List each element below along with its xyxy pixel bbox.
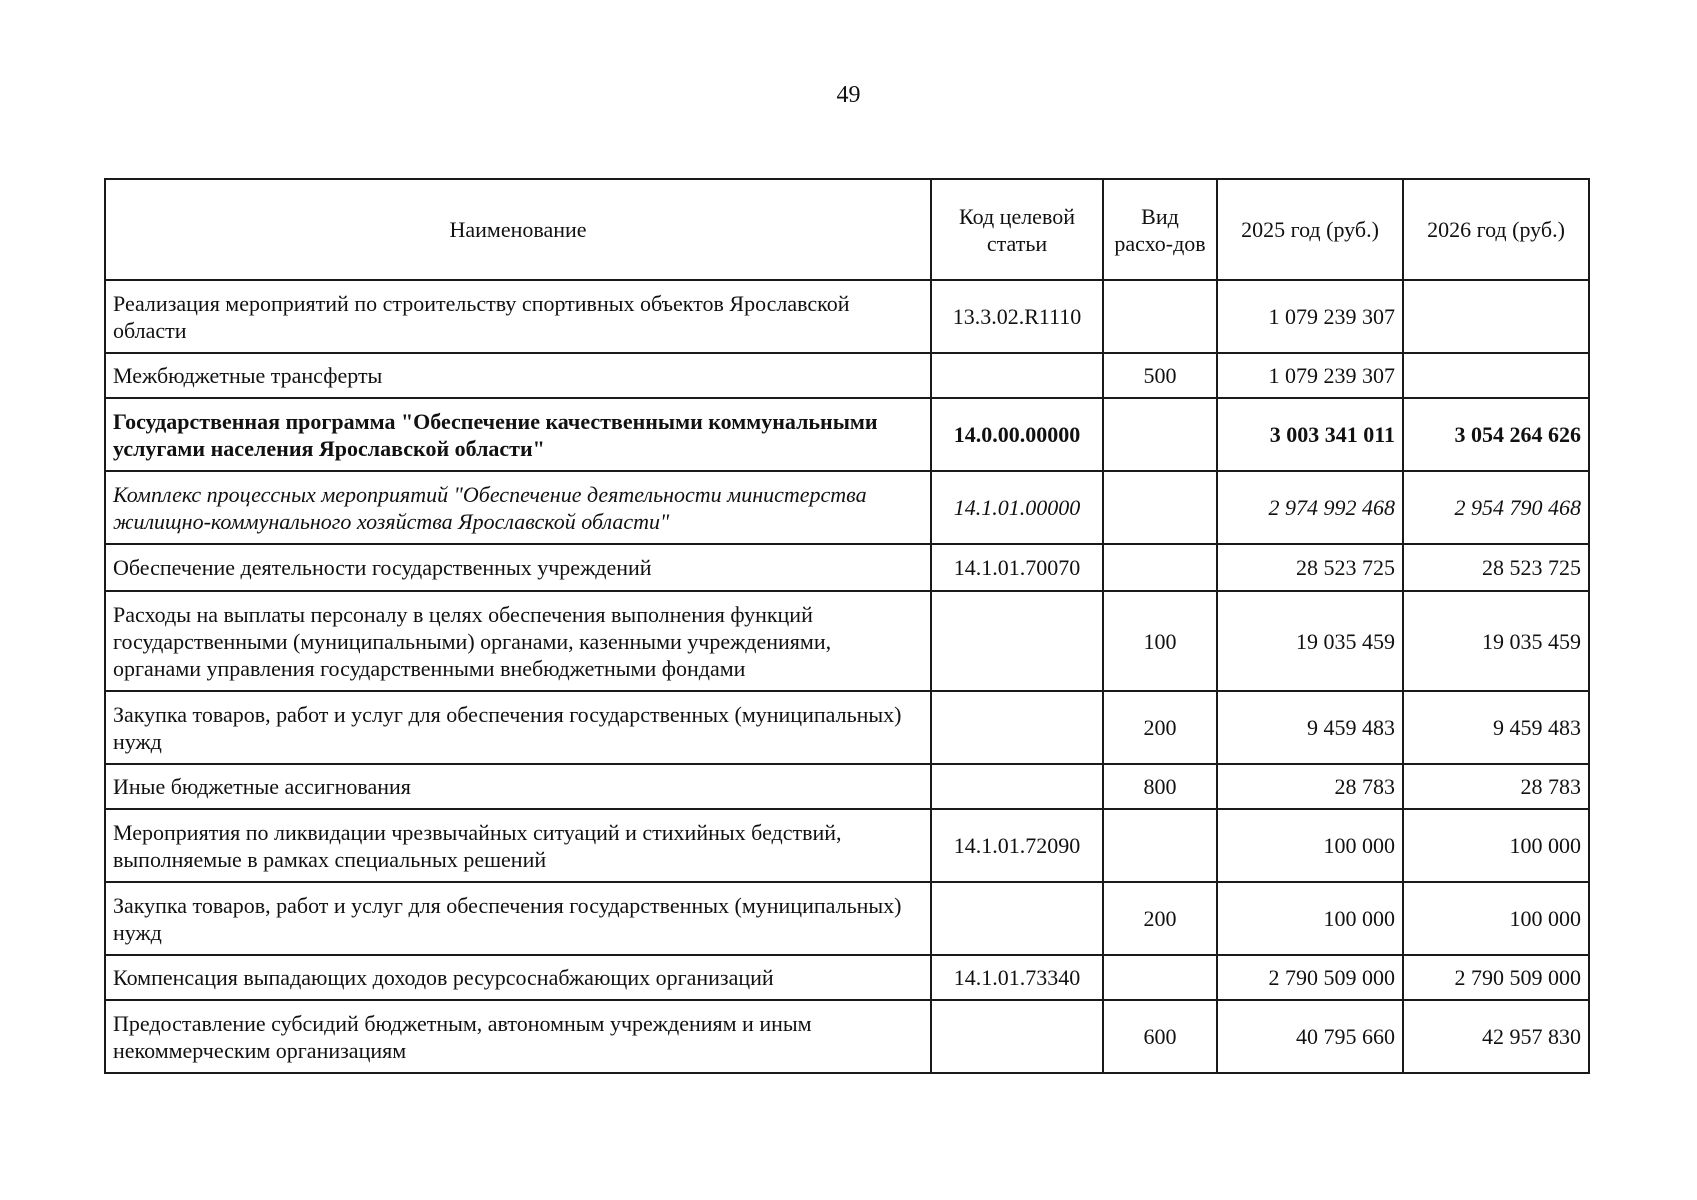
row-code <box>931 882 1103 955</box>
header-name: Наименование <box>105 179 931 280</box>
row-code <box>931 353 1103 398</box>
row-code <box>931 691 1103 764</box>
row-kind <box>1103 280 1217 353</box>
row-kind <box>1103 544 1217 591</box>
row-2026: 9 459 483 <box>1403 691 1589 764</box>
row-2026: 28 523 725 <box>1403 544 1589 591</box>
table-row <box>105 280 1589 353</box>
row-code <box>931 1000 1103 1073</box>
row-code: 14.1.01.73340 <box>931 955 1103 1000</box>
row-kind: 600 <box>1103 1000 1217 1073</box>
row-kind: 200 <box>1103 691 1217 764</box>
row-2025: 1 079 239 307 <box>1217 353 1403 398</box>
row-2025: 28 523 725 <box>1217 544 1403 591</box>
row-name: Закупка товаров, работ и услуг для обеспечения государственных (муниципальных) нужд <box>105 691 931 764</box>
row-2025: 9 459 483 <box>1217 691 1403 764</box>
row-code <box>931 764 1103 809</box>
table-row <box>105 955 1589 1000</box>
row-2026: 2 790 509 000 <box>1403 955 1589 1000</box>
row-kind: 800 <box>1103 764 1217 809</box>
row-code <box>931 591 1103 691</box>
row-name: Обеспечение деятельности государственных учреждений <box>105 544 931 591</box>
row-code: 13.3.02.R1110 <box>931 280 1103 353</box>
row-kind <box>1103 955 1217 1000</box>
row-2026: 19 035 459 <box>1403 591 1589 691</box>
row-name: Мероприятия по ликвидации чрезвычайных ситуаций и стихийных бедствий, выполняемые в рамках специальных решений <box>105 809 931 882</box>
row-2026 <box>1403 280 1589 353</box>
row-2026: 28 783 <box>1403 764 1589 809</box>
table-row <box>105 398 1589 471</box>
row-name: Межбюджетные трансферты <box>105 353 931 398</box>
table-row <box>105 1000 1589 1073</box>
row-code: 14.0.00.00000 <box>931 398 1103 471</box>
row-name: Реализация мероприятий по строительству спортивных объектов Ярославской области <box>105 280 931 353</box>
table-row <box>105 544 1589 591</box>
row-code: 14.1.01.70070 <box>931 544 1103 591</box>
row-name: Государственная программа "Обеспечение качественными коммунальными услугами населения Ярославской области" <box>105 398 931 471</box>
row-2026: 3 054 264 626 <box>1403 398 1589 471</box>
row-kind <box>1103 471 1217 544</box>
header-2025: 2025 год (руб.) <box>1217 179 1403 280</box>
row-2025: 28 783 <box>1217 764 1403 809</box>
table-row <box>105 353 1589 398</box>
row-2026: 100 000 <box>1403 882 1589 955</box>
row-2025: 1 079 239 307 <box>1217 280 1403 353</box>
table-row <box>105 591 1589 691</box>
header-2026: 2026 год (руб.) <box>1403 179 1589 280</box>
table-row <box>105 882 1589 955</box>
row-kind <box>1103 398 1217 471</box>
table-row <box>105 764 1589 809</box>
row-2025: 100 000 <box>1217 809 1403 882</box>
table-header-row <box>105 179 1589 280</box>
row-name: Иные бюджетные ассигнования <box>105 764 931 809</box>
page-number: 49 <box>836 82 861 108</box>
row-2025: 40 795 660 <box>1217 1000 1403 1073</box>
row-name: Комплекс процессных мероприятий "Обеспечение деятельности министерства жилищно-коммунального хозяйства Ярославской области" <box>105 471 931 544</box>
budget-table <box>104 178 1590 1074</box>
row-2026: 100 000 <box>1403 809 1589 882</box>
row-name: Предоставление субсидий бюджетным, автономным учреждениям и иным некоммерческим организациям <box>105 1000 931 1073</box>
header-kind: Вид расхо-дов <box>1103 179 1217 280</box>
row-name: Компенсация выпадающих доходов ресурсоснабжающих организаций <box>105 955 931 1000</box>
row-name: Закупка товаров, работ и услуг для обеспечения государственных (муниципальных) нужд <box>105 882 931 955</box>
row-2025: 100 000 <box>1217 882 1403 955</box>
row-name: Расходы на выплаты персоналу в целях обеспечения выполнения функций государственными (муниципальными) органами, казенными учреждениями, органами управления государственными внебюджетными фондами <box>105 591 931 691</box>
row-2025: 19 035 459 <box>1217 591 1403 691</box>
table-row <box>105 471 1589 544</box>
row-2026 <box>1403 353 1589 398</box>
row-2025: 2 974 992 468 <box>1217 471 1403 544</box>
row-2025: 3 003 341 011 <box>1217 398 1403 471</box>
row-kind: 200 <box>1103 882 1217 955</box>
row-code: 14.1.01.00000 <box>931 471 1103 544</box>
row-2025: 2 790 509 000 <box>1217 955 1403 1000</box>
table-row <box>105 691 1589 764</box>
table-row <box>105 809 1589 882</box>
row-kind: 500 <box>1103 353 1217 398</box>
row-code: 14.1.01.72090 <box>931 809 1103 882</box>
row-2026: 2 954 790 468 <box>1403 471 1589 544</box>
row-2026: 42 957 830 <box>1403 1000 1589 1073</box>
row-kind <box>1103 809 1217 882</box>
row-kind: 100 <box>1103 591 1217 691</box>
header-code: Код целевой статьи <box>931 179 1103 280</box>
